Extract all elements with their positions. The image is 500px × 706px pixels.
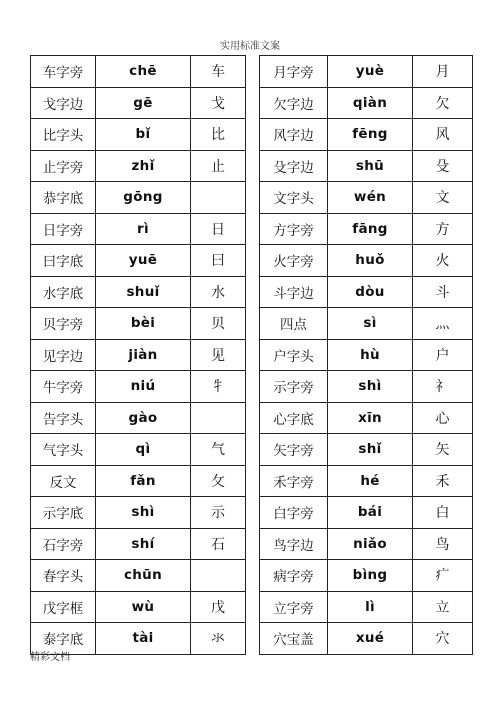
radical-glyph: 文: [413, 182, 473, 214]
radical-glyph: 户: [413, 339, 473, 371]
radical-pinyin: bìng: [328, 560, 413, 592]
radical-pinyin: niǎo: [328, 528, 413, 560]
radical-pinyin: shǐ: [328, 434, 413, 466]
radical-glyph: 月: [413, 56, 473, 88]
radical-glyph: 灬: [413, 308, 473, 340]
radical-name: 曰字底: [31, 245, 96, 277]
table-row: [31, 245, 473, 277]
radical-name: 贝字旁: [31, 308, 96, 340]
radical-table: [30, 55, 473, 655]
radical-pinyin: bèi: [96, 308, 191, 340]
radical-pinyin: qì: [96, 434, 191, 466]
table-row: [31, 465, 473, 497]
table-row: [31, 339, 473, 371]
radical-glyph: 比: [191, 119, 246, 151]
radical-glyph: 戊: [191, 591, 246, 623]
table-row: [31, 56, 473, 88]
radical-pinyin: gōng: [96, 182, 191, 214]
radical-pinyin: yuè: [328, 56, 413, 88]
table-row: [31, 560, 473, 592]
table-row: [31, 497, 473, 529]
table-row: [31, 623, 473, 655]
radical-pinyin: wù: [96, 591, 191, 623]
radical-name: 水字底: [31, 276, 96, 308]
radical-name: 心字底: [260, 402, 328, 434]
radical-glyph: 贝: [191, 308, 246, 340]
radical-name: 方字旁: [260, 213, 328, 245]
radical-glyph: 石: [191, 528, 246, 560]
column-divider: [246, 402, 260, 434]
radical-glyph: 欠: [413, 87, 473, 119]
column-divider: [246, 276, 260, 308]
radical-glyph: 疒: [413, 560, 473, 592]
radical-glyph: 斗: [413, 276, 473, 308]
radical-pinyin: shí: [96, 528, 191, 560]
radical-pinyin: xīn: [328, 402, 413, 434]
column-divider: [246, 434, 260, 466]
radical-name: 四点: [260, 308, 328, 340]
column-divider: [246, 371, 260, 403]
radical-pinyin: qiàn: [328, 87, 413, 119]
radical-glyph: 示: [191, 497, 246, 529]
column-divider: [246, 560, 260, 592]
radical-glyph: 礻: [413, 371, 473, 403]
radical-glyph: [191, 182, 246, 214]
radical-pinyin: shì: [328, 371, 413, 403]
radical-name: 殳字边: [260, 150, 328, 182]
radical-name: 户字头: [260, 339, 328, 371]
radical-glyph: 白: [413, 497, 473, 529]
radical-pinyin: bǐ: [96, 119, 191, 151]
radical-glyph: 止: [191, 150, 246, 182]
radical-glyph: 火: [413, 245, 473, 277]
radical-pinyin: shū: [328, 150, 413, 182]
column-divider: [246, 182, 260, 214]
radical-name: 穴宝盖: [260, 623, 328, 655]
radical-glyph: 水: [191, 276, 246, 308]
radical-pinyin: fēng: [328, 119, 413, 151]
radical-glyph: 日: [191, 213, 246, 245]
radical-name: 泰字底: [31, 623, 96, 655]
radical-pinyin: chē: [96, 56, 191, 88]
radical-glyph: 方: [413, 213, 473, 245]
radical-glyph: 立: [413, 591, 473, 623]
radical-glyph: 鸟: [413, 528, 473, 560]
radical-pinyin: bái: [328, 497, 413, 529]
radical-pinyin: xué: [328, 623, 413, 655]
table-row: [31, 371, 473, 403]
page-header: 实用标准文案: [220, 41, 280, 52]
radical-name: 石字旁: [31, 528, 96, 560]
radical-name: 病字旁: [260, 560, 328, 592]
table-row: [31, 276, 473, 308]
radical-name: 风字边: [260, 119, 328, 151]
radical-name: 反文: [31, 465, 96, 497]
table-row: [31, 150, 473, 182]
radical-name: 火字旁: [260, 245, 328, 277]
radical-pinyin: fāng: [328, 213, 413, 245]
radical-pinyin: gào: [96, 402, 191, 434]
radical-glyph: 禾: [413, 465, 473, 497]
table-row: [31, 528, 473, 560]
radical-name: 戊字框: [31, 591, 96, 623]
column-divider: [246, 623, 260, 655]
table-row: [31, 308, 473, 340]
column-divider: [246, 591, 260, 623]
radical-name: 矢字旁: [260, 434, 328, 466]
radical-pinyin: wén: [328, 182, 413, 214]
column-divider: [246, 465, 260, 497]
column-divider: [246, 528, 260, 560]
radical-pinyin: shuǐ: [96, 276, 191, 308]
column-divider: [246, 56, 260, 88]
radical-pinyin: zhǐ: [96, 150, 191, 182]
radical-pinyin: sì: [328, 308, 413, 340]
radical-glyph: [191, 560, 246, 592]
radical-name: 告字头: [31, 402, 96, 434]
radical-name: 车字旁: [31, 56, 96, 88]
column-divider: [246, 213, 260, 245]
radical-name: 恭字底: [31, 182, 96, 214]
radical-name: 立字旁: [260, 591, 328, 623]
radical-pinyin: fǎn: [96, 465, 191, 497]
table-row: [31, 119, 473, 151]
radical-glyph: 戈: [191, 87, 246, 119]
radical-pinyin: dòu: [328, 276, 413, 308]
radical-pinyin: hù: [328, 339, 413, 371]
radical-glyph: [191, 402, 246, 434]
radical-pinyin: shì: [96, 497, 191, 529]
radical-glyph: 氺: [191, 623, 246, 655]
table-row: [31, 182, 473, 214]
radical-name: 春字头: [31, 560, 96, 592]
radical-glyph: 攵: [191, 465, 246, 497]
radical-pinyin: jiàn: [96, 339, 191, 371]
radical-pinyin: chūn: [96, 560, 191, 592]
table-row: [31, 87, 473, 119]
radical-glyph: 矢: [413, 434, 473, 466]
radical-name: 气字头: [31, 434, 96, 466]
radical-name: 白字旁: [260, 497, 328, 529]
radical-pinyin: gē: [96, 87, 191, 119]
radical-glyph: 见: [191, 339, 246, 371]
table-row: [31, 591, 473, 623]
column-divider: [246, 150, 260, 182]
column-divider: [246, 339, 260, 371]
radical-name: 鸟字边: [260, 528, 328, 560]
table-row: [31, 213, 473, 245]
column-divider: [246, 245, 260, 277]
radical-glyph: 心: [413, 402, 473, 434]
radical-pinyin: rì: [96, 213, 191, 245]
radical-glyph: 风: [413, 119, 473, 151]
table-row: [31, 434, 473, 466]
radical-glyph: 牜: [191, 371, 246, 403]
radical-pinyin: lì: [328, 591, 413, 623]
radical-name: 见字边: [31, 339, 96, 371]
radical-pinyin: hé: [328, 465, 413, 497]
table-row: [31, 402, 473, 434]
radical-name: 止字旁: [31, 150, 96, 182]
radical-name: 示字底: [31, 497, 96, 529]
column-divider: [246, 119, 260, 151]
radical-pinyin: niú: [96, 371, 191, 403]
radical-pinyin: tài: [96, 623, 191, 655]
radical-name: 牛字旁: [31, 371, 96, 403]
radical-glyph: 殳: [413, 150, 473, 182]
radical-glyph: 穴: [413, 623, 473, 655]
radical-name: 斗字边: [260, 276, 328, 308]
radical-name: 欠字边: [260, 87, 328, 119]
column-divider: [246, 308, 260, 340]
radical-name: 文字头: [260, 182, 328, 214]
column-divider: [246, 87, 260, 119]
column-divider: [246, 497, 260, 529]
radical-name: 比字头: [31, 119, 96, 151]
radical-name: 示字旁: [260, 371, 328, 403]
radical-name: 日字旁: [31, 213, 96, 245]
page-footer: 精彩文档: [30, 652, 70, 663]
radical-glyph: 曰: [191, 245, 246, 277]
radical-glyph: 气: [191, 434, 246, 466]
radical-name: 月字旁: [260, 56, 328, 88]
radical-name: 禾字旁: [260, 465, 328, 497]
radical-name: 戈字边: [31, 87, 96, 119]
radical-glyph: 车: [191, 56, 246, 88]
radical-pinyin: huǒ: [328, 245, 413, 277]
radical-pinyin: yuē: [96, 245, 191, 277]
